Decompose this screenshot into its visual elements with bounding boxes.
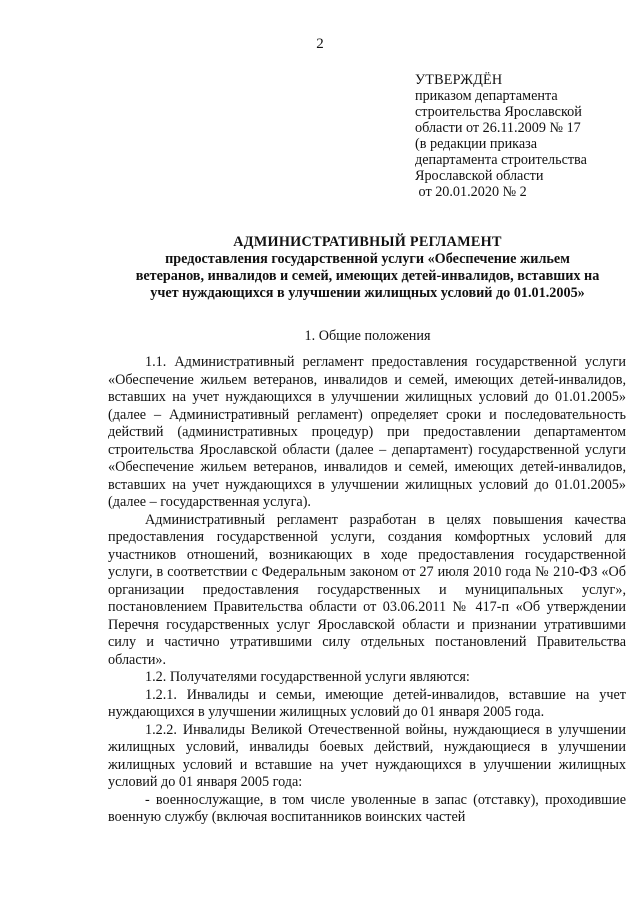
approval-line: области от 26.11.2009 № 17 — [415, 120, 581, 136]
paragraph: Административный регламент разработан в целях повышения качества предоставления государственной услуги, создания комфортных условий для участников отношений, возникающих в ходе предоставления государственной услуги, в соответствии с Федеральным законом от 27 июля 2010 года № 210-ФЗ «Об организации предоставления государственных и муниципальных услуг», постановлением Правительства области от 03.06.2011 № 417-п «Об утверждении Перечня государственных услуг Ярославской области и признании утратившими силу и частично утратившими силу отдельных постановлений Правительства области». — [108, 511, 626, 668]
paragraph: 1.1. Административный регламент предоставления государственной услуги «Обеспечение жильем ветеранов, инвалидов и семей, имеющих детей-инвалидов, вставших на учет нуждающихся в улучшении жилищных условий до 01.01.2005» (далее – Административный регламент) определяет сроки и последовательность действий (административных процедур) при предоставлении департаментом строительства Ярославской области (далее – департамент) государственной услуги «Обеспечение жильем ветеранов, инвалидов и семей, имеющих детей-инвалидов, вставших на учет нуждающихся в улучшении жилищных условий до 01.01.2005» (далее – государственная услуга). — [108, 354, 626, 510]
approval-line: приказом департамента — [415, 88, 558, 104]
document-body — [108, 354, 626, 827]
document-subtitle-line: учет нуждающихся в улучшении жилищных условий до 01.01.2005» — [150, 285, 585, 301]
section-heading: 1. Общие положения — [304, 328, 431, 344]
document-title-block — [100, 234, 635, 302]
paragraph: 1.2.1. Инвалиды и семьи, имеющие детей-инвалидов, вставшие на учет нуждающихся в улучшении жилищных условий до 01 января 2005 года. — [108, 686, 626, 720]
approval-line: департамента строительства — [415, 152, 587, 168]
paragraph: 1.2. Получателями государственной услуги являются: — [145, 669, 470, 685]
page-number: 2 — [316, 36, 324, 52]
approval-line: от 20.01.2020 № 2 — [415, 184, 527, 200]
approval-line: (в редакции приказа — [415, 136, 538, 152]
document-subtitle-line: предоставления государственной услуги «Обеспечение жильем — [165, 251, 570, 267]
approval-title: УТВЕРЖДЁН — [415, 72, 503, 88]
approval-line: строительства Ярославской — [415, 104, 582, 120]
approval-stamp-block — [415, 72, 625, 200]
document-title: АДМИНИСТРАТИВНЫЙ РЕГЛАМЕНТ — [233, 234, 502, 250]
paragraph: 1.2.2. Инвалиды Великой Отечественной войны, нуждающиеся в улучшении жилищных условий, инвалиды боевых действий, нуждающиеся в улучшении жилищных условий и вставшие на учет нуждающихся в улучшении жилищных условий до 01 января 2005 года: — [108, 721, 626, 790]
document-subtitle-line: ветеранов, инвалидов и семей, имеющих детей-инвалидов, вставших на — [135, 268, 600, 284]
paragraph: - военнослужащие, в том числе уволенные в запас (отставку), проходившие военную службу (включая воспитанников воинских частей — [108, 791, 626, 825]
approval-line: Ярославской области — [415, 168, 544, 184]
